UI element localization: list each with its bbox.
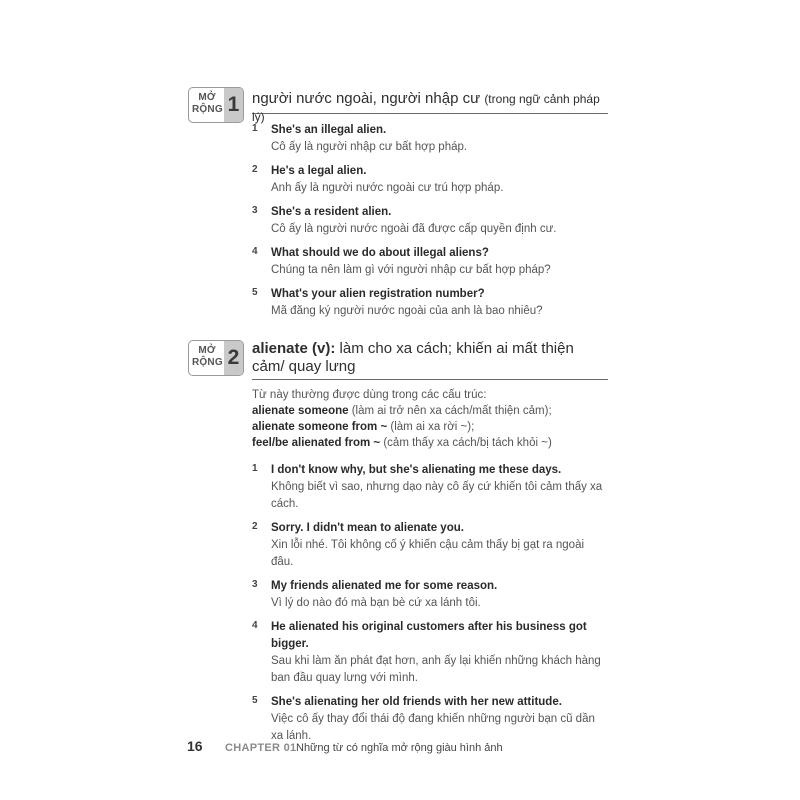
english-sentence: She's an illegal alien. [271,124,387,136]
usage-line: alienate someone (làm ai trở nên xa cách/mất thiện cảm); [252,405,552,417]
example-item [252,619,608,687]
example-item [252,578,608,612]
vietnamese-translation: Anh ấy là người nước ngoài cư trú hợp pháp. [271,182,504,194]
example-item [252,520,608,571]
english-sentence: My friends alienated me for some reason. [271,580,498,592]
vietnamese-translation: Sau khi làm ăn phát đạt hơn, anh ấy lại khiến những khách hàng ban đầu quay lưng với mình. [271,655,601,684]
badge-label: MỞ RỘNG [192,345,223,368]
vietnamese-translation: Xin lỗi nhé. Tôi không cố ý khiến cậu cảm thấy bị gạt ra ngoài đâu. [271,539,585,568]
example-item [252,204,608,238]
heading-text: người nước ngoài, người nhập cư [252,90,481,107]
usage-line: alienate someone from ~ (làm ai xa rời ~); [252,421,475,433]
chapter-label: CHAPTER 01 [225,742,297,754]
badge-number: 2 [224,341,243,375]
english-sentence: She's alienating her old friends with her new attitude. [271,696,562,708]
example-item [252,694,608,745]
heading-note: (trong ngữ cảnh pháp lý) [252,92,600,124]
example-item [252,286,608,320]
english-sentence: What should we do about illegal aliens? [271,247,489,259]
heading-definition: làm cho xa cách; khiến ai mất thiện cảm/ quay lưng [252,340,574,375]
vietnamese-translation: Việc cô ấy thay đổi thái độ đang khiến những người bạn cũ dần xa lánh. [271,713,595,742]
vietnamese-translation: Không biết vì sao, nhưng dạo này cô ấy cứ khiến tôi cảm thấy xa cách. [271,481,603,510]
english-sentence: He alienated his original customers after his business got bigger. [271,621,587,650]
example-list [252,122,608,327]
example-list [252,462,608,752]
vietnamese-translation: Cô ấy là người nhập cư bất hợp pháp. [271,141,468,153]
vietnamese-translation: Mã đăng ký người nước ngoài của anh là bao nhiêu? [271,305,543,317]
example-number: 4 [252,620,258,631]
section-badge [188,87,244,123]
chapter-title: Những từ có nghĩa mở rộng giàu hình ảnh [296,742,503,754]
vietnamese-translation: Chúng ta nên làm gì với người nhập cư bất hợp pháp? [271,264,551,276]
example-number: 1 [252,123,258,134]
section-badge [188,340,244,376]
english-sentence: Sorry. I didn't mean to alienate you. [271,522,464,534]
vietnamese-translation: Vì lý do nào đó mà bạn bè cứ xa lánh tôi. [271,597,481,609]
example-number: 2 [252,521,258,532]
english-sentence: What's your alien registration number? [271,288,485,300]
example-item [252,163,608,197]
example-number: 5 [252,287,258,298]
usage-intro: Từ này thường được dùng trong các cấu trúc: [252,389,487,401]
example-number: 4 [252,246,258,257]
example-item [252,122,608,156]
english-sentence: She's a resident alien. [271,206,392,218]
badge-label: MỞ RỘNG [192,92,223,115]
heading-term: alienate (v): [252,340,336,357]
example-number: 3 [252,205,258,216]
example-number: 1 [252,463,258,474]
page-number: 16 [187,738,203,754]
example-number: 5 [252,695,258,706]
example-item [252,245,608,279]
section-heading [252,340,608,380]
english-sentence: He's a legal alien. [271,165,367,177]
example-number: 2 [252,164,258,175]
section-heading [252,87,608,124]
usage-notes [252,387,608,451]
usage-line: feel/be alienated from ~ (cảm thấy xa cách/bị tách khỏi ~) [252,437,552,449]
example-item [252,462,608,513]
badge-number: 1 [224,88,243,122]
example-number: 3 [252,579,258,590]
english-sentence: I don't know why, but she's alienating me these days. [271,464,562,476]
vietnamese-translation: Cô ấy là người nước ngoài đã được cấp quyền định cư. [271,223,557,235]
